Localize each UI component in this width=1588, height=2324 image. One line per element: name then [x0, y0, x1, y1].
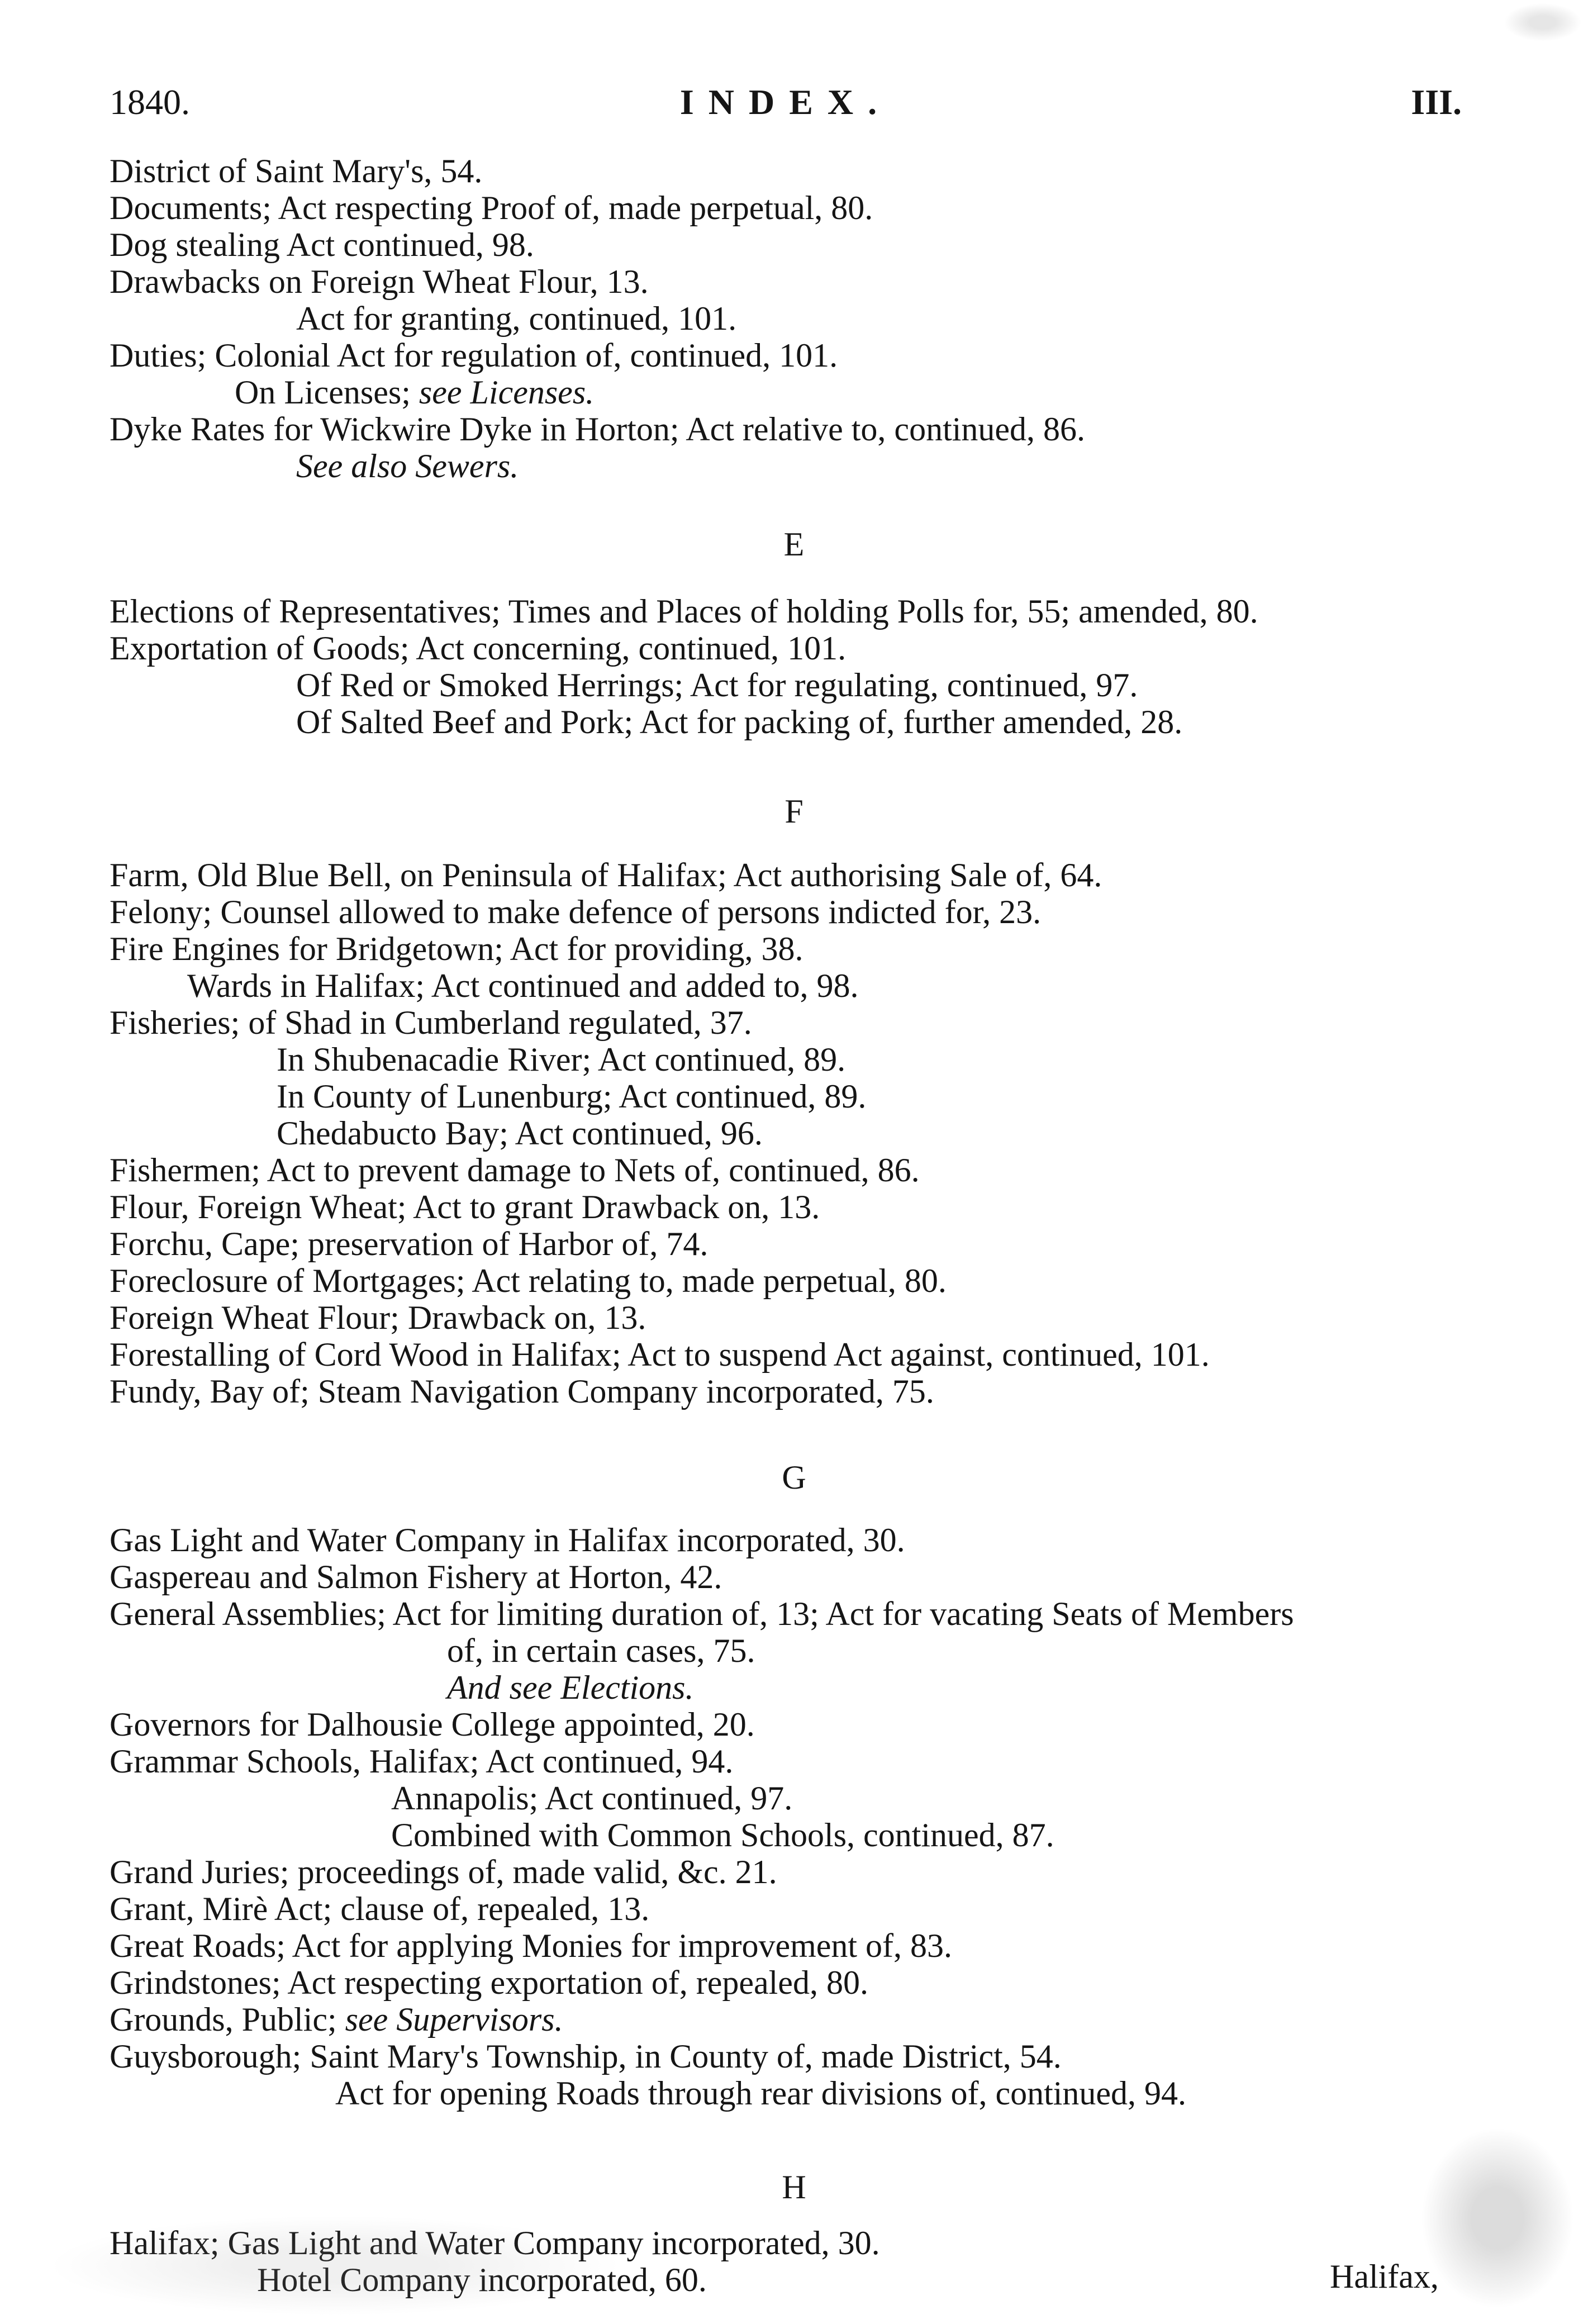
- section-heading: H: [782, 2169, 806, 2206]
- index-entry-text: Grand Juries; proceedings of, made valid, &c. 21.: [110, 1854, 777, 1890]
- section-heading: E: [783, 526, 805, 563]
- index-entry-text: Grant, Mirè Act; clause of, repealed, 13.: [110, 1890, 650, 1927]
- page-header: [110, 77, 1462, 127]
- index-entry: [277, 1077, 866, 1115]
- index-entry-cross-reference: see Supervisors.: [345, 2001, 563, 2038]
- index-entry-text: Forchu, Cape; preservation of Harbor of, 74.: [110, 1225, 709, 1262]
- index-entry: [110, 1521, 905, 1559]
- index-entry-text: Guysborough; Saint Mary's Township, in County of, made District, 54.: [110, 2038, 1062, 2075]
- index-entry-text: Grindstones; Act respecting exportation of, repealed, 80.: [110, 1964, 868, 2001]
- index-entry: [277, 1114, 763, 1152]
- index-entry: [447, 1669, 694, 1707]
- header-title: INDEX.: [679, 82, 892, 122]
- index-entry-text: Foreclosure of Mortgages; Act relating to, made perpetual, 80.: [110, 1262, 947, 1299]
- index-entry: [296, 666, 1138, 704]
- index-entry: [110, 893, 1041, 931]
- index-entry: [277, 1040, 845, 1078]
- index-entry-text: of, in certain cases, 75.: [447, 1632, 755, 1669]
- scan-speckle: [1408, 2112, 1587, 2324]
- index-entry-text: Gas Light and Water Company in Halifax incorporated, 30.: [110, 1522, 905, 1558]
- index-entry: [110, 592, 1258, 630]
- index-entry-text: Fire Engines for Bridgetown; Act for providing, 38.: [110, 930, 803, 967]
- index-entry: [110, 1927, 952, 1965]
- index-entry: [296, 703, 1182, 741]
- index-entry-text: Chedabucto Bay; Act continued, 96.: [277, 1115, 763, 1152]
- index-entry-text: On Licenses;: [235, 374, 419, 411]
- index-entry: [110, 1705, 755, 1743]
- index-entry: [187, 967, 859, 1005]
- index-entry: [110, 410, 1085, 448]
- index-entry: [110, 2037, 1062, 2075]
- index-entry-text: Great Roads; Act for applying Monies for improvement of, 83.: [110, 1927, 953, 1964]
- index-entry: [296, 300, 736, 338]
- header-page-number: III.: [1411, 82, 1462, 122]
- index-entry: [296, 447, 519, 485]
- index-entry: [110, 1336, 1210, 1374]
- index-entry-text: Farm, Old Blue Bell, on Peninsula of Halifax; Act authorising Sale of, 64.: [110, 857, 1102, 894]
- index-entry: [110, 1595, 1294, 1633]
- catchword: Halifax,: [1330, 2258, 1439, 2295]
- index-entry-text: Grammar Schools, Halifax; Act continued, 94.: [110, 1743, 734, 1780]
- index-entry: [110, 1742, 733, 1780]
- index-entry-cross-reference: And see Elections.: [447, 1669, 694, 1706]
- index-entry: [447, 1632, 755, 1670]
- index-entry-text: Documents; Act respecting Proof of, made perpetual, 80.: [110, 189, 873, 226]
- index-entry-text: Fundy, Bay of; Steam Navigation Company incorporated, 75.: [110, 1373, 934, 1410]
- index-entry-text: Foreign Wheat Flour; Drawback on, 13.: [110, 1299, 646, 1336]
- index-entry-text: In County of Lunenburg; Act continued, 89.: [277, 1078, 867, 1115]
- index-entry: [110, 1188, 820, 1226]
- index-entry-text: Duties; Colonial Act for regulation of, continued, 101.: [110, 337, 838, 374]
- index-entry: [110, 629, 846, 667]
- index-entry-text: Fishermen; Act to prevent damage to Nets of, continued, 86.: [110, 1152, 920, 1189]
- index-entry-text: Of Salted Beef and Pork; Act for packing of, further amended, 28.: [296, 704, 1183, 740]
- scan-speckle: [0, 2207, 671, 2324]
- index-entry: [235, 373, 594, 411]
- index-entry: [110, 1004, 752, 1042]
- index-entry-text: General Assemblies; Act for limiting duration of, 13; Act for vacating Seats of Members: [110, 1595, 1294, 1632]
- index-entry-text: Halifax; Gas Light and Water Company incorporated, 30.: [110, 2225, 880, 2261]
- section-heading: F: [785, 793, 803, 830]
- header-year: 1840.: [110, 82, 190, 122]
- index-entry-text: Flour, Foreign Wheat; Act to grant Drawback on, 13.: [110, 1189, 820, 1225]
- index-entry: [110, 1964, 868, 2002]
- index-entry-text: Exportation of Goods; Act concerning, continued, 101.: [110, 630, 847, 667]
- index-entry-text: In Shubenacadie River; Act continued, 89.: [277, 1041, 846, 1078]
- index-entry: [110, 856, 1102, 894]
- index-entry-text: Elections of Representatives; Times and Places of holding Polls for, 55; amended, 80.: [110, 593, 1258, 630]
- index-entry-text: Governors for Dalhousie College appointed, 20.: [110, 1706, 755, 1743]
- section-heading: G: [782, 1459, 806, 1496]
- index-entry-cross-reference: see Licenses.: [419, 374, 595, 411]
- index-entry-text: Felony; Counsel allowed to make defence of persons indicted for, 23.: [110, 894, 1042, 930]
- index-entry-text: District of Saint Mary's, 54.: [110, 153, 483, 189]
- index-entry-text: Gaspereau and Salmon Fishery at Horton, 42.: [110, 1558, 722, 1595]
- index-entry: [110, 1262, 947, 1300]
- index-entry: [335, 2074, 1186, 2112]
- index-entry-text: Hotel Company incorporated, 60.: [257, 2261, 707, 2298]
- index-entry: [110, 1299, 646, 1337]
- index-entry: [110, 930, 803, 968]
- index-entry: [110, 1558, 722, 1596]
- index-entry-text: Dyke Rates for Wickwire Dyke in Horton; Act relative to, continued, 86.: [110, 411, 1086, 448]
- index-entry-text: Combined with Common Schools, continued, 87.: [391, 1817, 1054, 1854]
- index-entry-text: Fisheries; of Shad in Cumberland regulated, 37.: [110, 1004, 752, 1041]
- index-entry: [391, 1779, 792, 1817]
- index-entry: [110, 2000, 563, 2038]
- index-entry: [110, 263, 649, 301]
- scan-speckle: [1497, 0, 1588, 45]
- index-entry: [110, 336, 838, 374]
- index-entry-text: Drawbacks on Foreign Wheat Flour, 13.: [110, 263, 649, 300]
- index-entry-cross-reference: See also Sewers.: [296, 448, 519, 484]
- index-entry-text: Of Red or Smoked Herrings; Act for regulating, continued, 97.: [296, 667, 1138, 704]
- index-entry: [110, 1890, 649, 1928]
- index-entry-text: Act for opening Roads through rear divisions of, continued, 94.: [335, 2075, 1187, 2112]
- index-entry-text: Wards in Halifax; Act continued and added to, 98.: [187, 967, 859, 1004]
- index-entry: [110, 1853, 777, 1891]
- index-entry: [110, 226, 534, 264]
- index-entry-text: Grounds, Public;: [110, 2001, 345, 2038]
- index-entry-text: Act for granting, continued, 101.: [296, 300, 737, 337]
- index-entry: [110, 152, 482, 190]
- index-entry-text: Dog stealing Act continued, 98.: [110, 226, 534, 263]
- index-entry: [110, 1151, 920, 1189]
- index-entry: [110, 1372, 934, 1410]
- index-entry-text: Annapolis; Act continued, 97.: [391, 1780, 793, 1817]
- index-entry-text: Forestalling of Cord Wood in Halifax; Act to suspend Act against, continued, 101.: [110, 1336, 1210, 1373]
- index-entry: [391, 1816, 1054, 1854]
- index-entry: [110, 1225, 708, 1263]
- index-entry: [110, 189, 873, 227]
